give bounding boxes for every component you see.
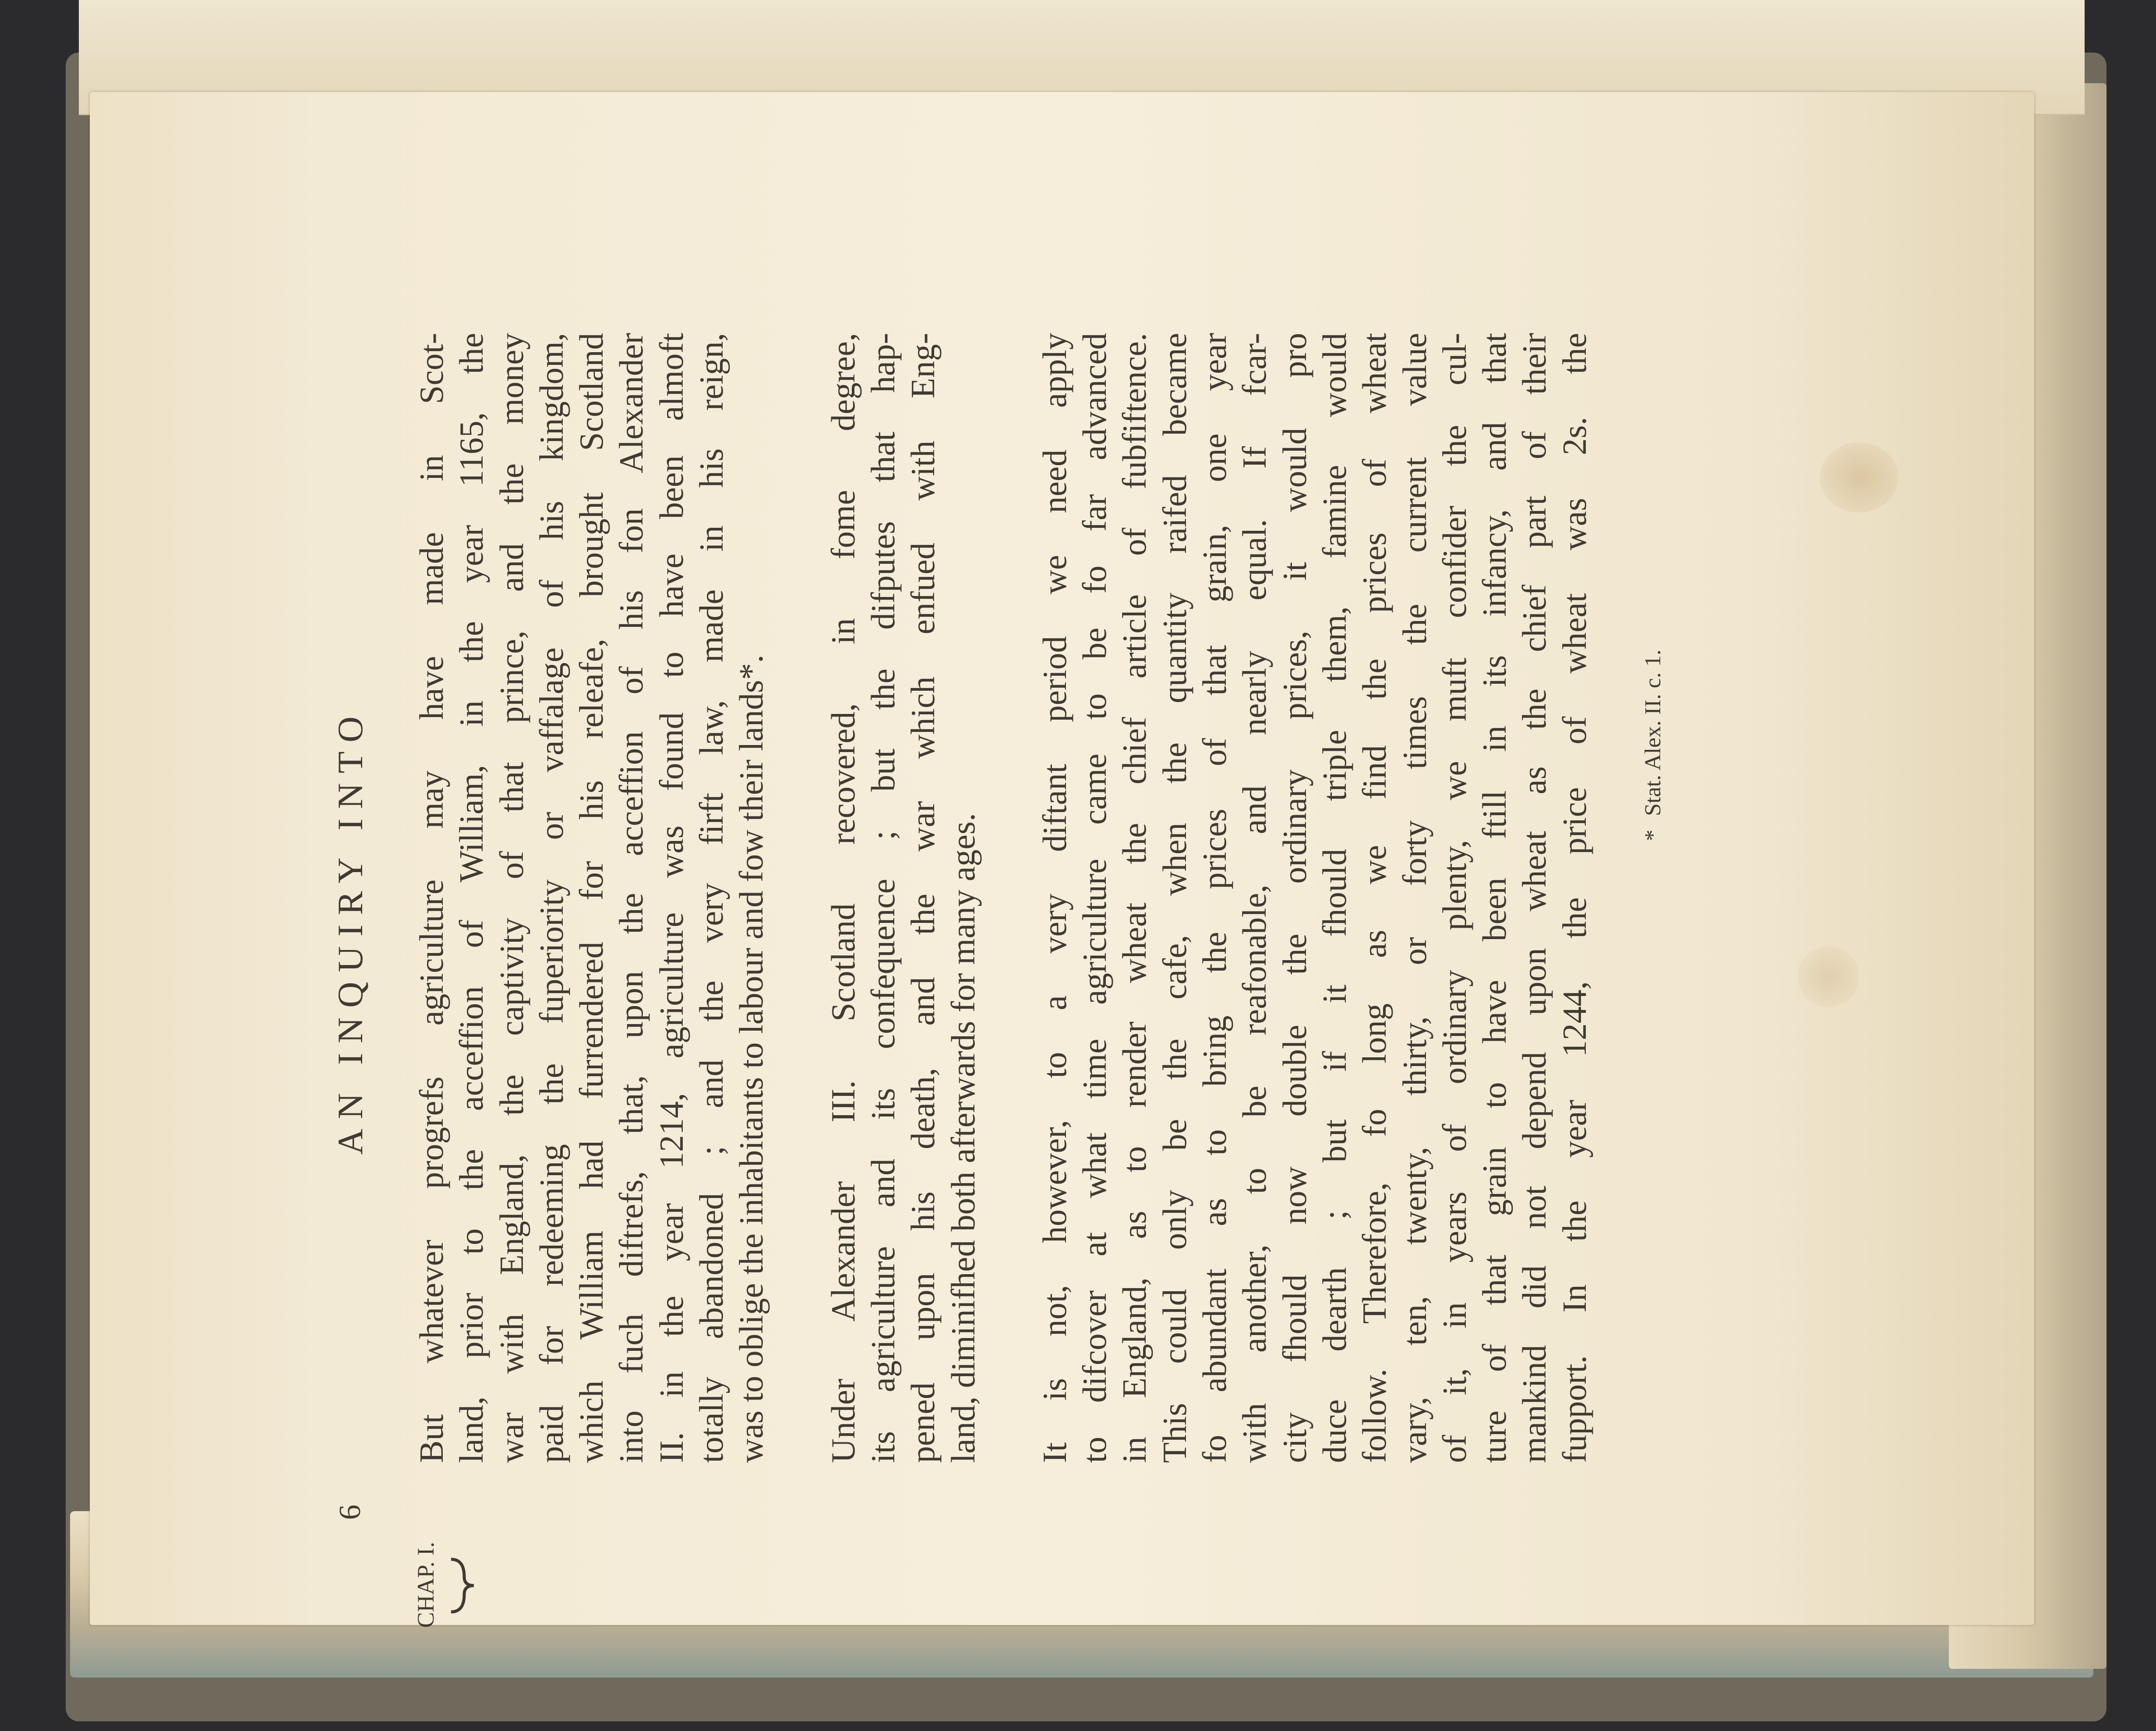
page-number: 6 <box>333 1505 367 1520</box>
text-line: mankind did not depend upon wheat as the chief part of their <box>1515 333 1553 1463</box>
text-line: war with England, the captivity of that prince, and the money <box>492 333 530 1463</box>
paragraph <box>1035 333 1595 1463</box>
text-line: of it, in years of ordinary plenty, we muft confider the cul- <box>1435 333 1473 1463</box>
text-line: land, prior to the acceffion of William, in the year 1165, the <box>452 333 490 1463</box>
rotated-page-content <box>219 329 1686 1628</box>
text-line: paid for redeeming the fuperiority or vaffalage of his kingdom, <box>532 333 570 1463</box>
text-line: its agriculture and its confequence ; but the difputes that hap- <box>864 333 902 1463</box>
running-head-title: AN INQUIRY INTO <box>330 707 370 1155</box>
text-line: pened upon his death, and the war which enfued with Eng- <box>904 333 942 1463</box>
text-line: But whatever progrefs agriculture may have made in Scot- <box>413 333 450 1463</box>
text-line: to difcover at what time agriculture came to be fo far advanced <box>1076 333 1114 1463</box>
running-head <box>326 329 374 1533</box>
text-line: duce dearth ; but if it fhould triple them, famine would <box>1315 333 1353 1463</box>
footnote-text: Stat. Alex. II. c. 1. <box>1641 650 1666 816</box>
text-line: fo abundant as to bring the prices of that grain, one year <box>1196 333 1234 1463</box>
text-line: which William had furrendered for his releafe, brought Scotland <box>572 333 610 1463</box>
footnote <box>1638 315 1669 841</box>
text-line: ture of that grain to have been ftill in its infancy, and that <box>1475 333 1514 1463</box>
text-line: city fhould now double the ordinary prices, it would pro <box>1275 333 1313 1463</box>
text-line: It is not, however, to a very diftant period we need apply <box>1035 333 1073 1463</box>
text-line: II. in the year 1214, agriculture was found to have been almoft <box>652 333 690 1463</box>
text-line: follow. Therefore, fo long as we find the prices of wheat <box>1355 333 1394 1463</box>
text-line: This could only be the cafe, when the quantity raifed became <box>1155 333 1193 1463</box>
body-text <box>412 333 1646 1463</box>
text-line: with another, to be reafonable, and nearly equal. If fcar- <box>1235 333 1274 1463</box>
paragraph <box>412 333 772 1463</box>
text-line: totally abandoned ; and the very firft law, made in his reign, <box>692 333 730 1463</box>
foxing-stain <box>1798 946 1859 1007</box>
text-line: in England, as to render wheat the chief article of fubfiftence. <box>1115 333 1154 1463</box>
text-line: Under Alexander III. Scotland recovered, in fome degree, <box>824 333 862 1463</box>
text-line: into fuch diftrefs, that, upon the acceffion of his fon Alexander <box>612 333 650 1463</box>
chapter-side-note: CHAP. I. <box>413 1542 439 1628</box>
text-line: fupport. In the year 1244, the price of wheat was 2s. the <box>1555 333 1593 1463</box>
foxing-stain <box>1820 442 1898 512</box>
text-line: was to oblige the inhabitants to labour and fow their lands*. <box>732 654 770 1463</box>
footnote-mark: * <box>1641 830 1666 841</box>
text-line: vary, ten, twenty, thirty, or forty times the current value <box>1395 333 1433 1463</box>
text-line: land, diminifhed both afterwards for many ages. <box>944 813 982 1463</box>
paragraph <box>823 333 983 1463</box>
brace-icon <box>447 1555 477 1616</box>
